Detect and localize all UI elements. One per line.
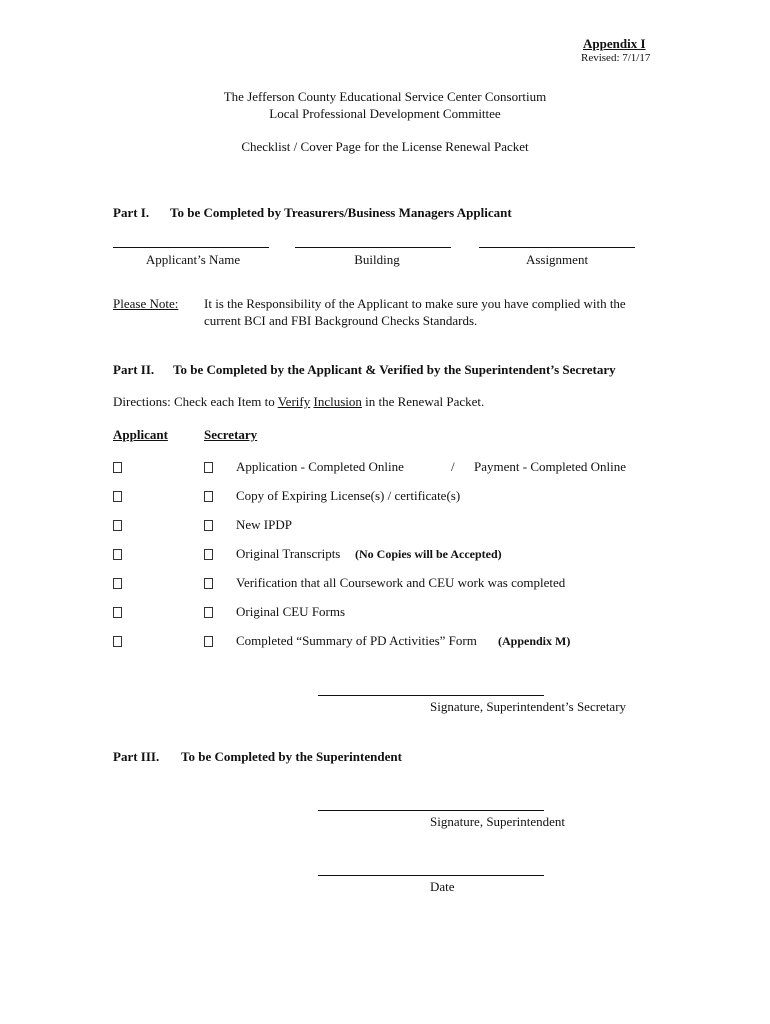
item-note: (Appendix M) [498,634,571,648]
part3-label: Part III. [113,749,160,764]
secretary-checkbox[interactable] [204,634,213,650]
please-note-label: Please Note: [113,296,179,311]
part2-title: To be Completed by the Applicant & Verified by the Superintendent’s Secretary [173,362,616,377]
applicant-checkbox[interactable] [113,576,122,592]
secretary-checkbox[interactable] [204,518,213,534]
item-note: (No Copies will be Accepted) [355,547,502,561]
secretary-column-header: Secretary [204,427,258,442]
building-line[interactable] [295,247,451,248]
note-text-line2: current BCI and FBI Background Checks Standards. [204,313,478,328]
committee-name: Local Professional Development Committee [269,106,501,121]
secretary-checkbox[interactable] [204,489,213,505]
date-line[interactable] [318,875,544,876]
document-title: Checklist / Cover Page for the License Renewal Packet [241,139,529,154]
part1-label: Part I. [113,205,150,220]
item-separator: / [451,459,455,474]
item-text: Application - Completed Online [236,459,404,474]
item-text: Original CEU Forms [236,604,346,619]
applicant-checkbox[interactable] [113,634,122,650]
org-name: The Jefferson County Educational Service Center Consortium [223,89,547,104]
applicant-checkbox[interactable] [113,460,122,476]
note-text-line1: It is the Responsibility of the Applicant to make sure you have complied with the [204,296,626,311]
applicant-column-header: Applicant [113,427,168,442]
assignment-line[interactable] [479,247,635,248]
item-text: New IPDP [236,517,292,532]
item-text: Verification that all Coursework and CEU work was completed [236,575,566,590]
superintendent-signature-line[interactable] [318,810,544,811]
part2-label: Part II. [113,362,155,377]
revised-date: Revised: 7/1/17 [581,52,651,64]
applicant-checkbox[interactable] [113,547,122,563]
assignment-label: Assignment [525,252,589,267]
part3-title: To be Completed by the Superintendent [181,749,402,764]
applicant-checkbox[interactable] [113,518,122,534]
appendix-label: Appendix I [583,36,646,51]
item-extra-text: Payment - Completed Online [474,459,627,474]
applicant-checkbox[interactable] [113,605,122,621]
secretary-signature-label: Signature, Superintendent’s Secretary [430,699,627,714]
item-text: Copy of Expiring License(s) / certificate(s) [236,488,461,503]
secretary-checkbox[interactable] [204,460,213,476]
part1-title: To be Completed by Treasurers/Business Managers Applicant [170,205,512,220]
secretary-checkbox[interactable] [204,605,213,621]
directions: Directions: Check each Item to Verify Inclusion in the Renewal Packet. [113,394,485,409]
secretary-checkbox[interactable] [204,576,213,592]
building-label: Building [354,252,400,267]
item-text: Original Transcripts [236,546,341,561]
superintendent-signature-label: Signature, Superintendent [430,814,566,829]
applicant-name-label: Applicant’s Name [145,252,241,267]
item-text: Completed “Summary of PD Activities” Form [236,633,477,648]
applicant-checkbox[interactable] [113,489,122,505]
applicant-name-line[interactable] [113,247,269,248]
secretary-checkbox[interactable] [204,547,213,563]
date-label: Date [430,879,455,894]
secretary-signature-line[interactable] [318,695,544,696]
